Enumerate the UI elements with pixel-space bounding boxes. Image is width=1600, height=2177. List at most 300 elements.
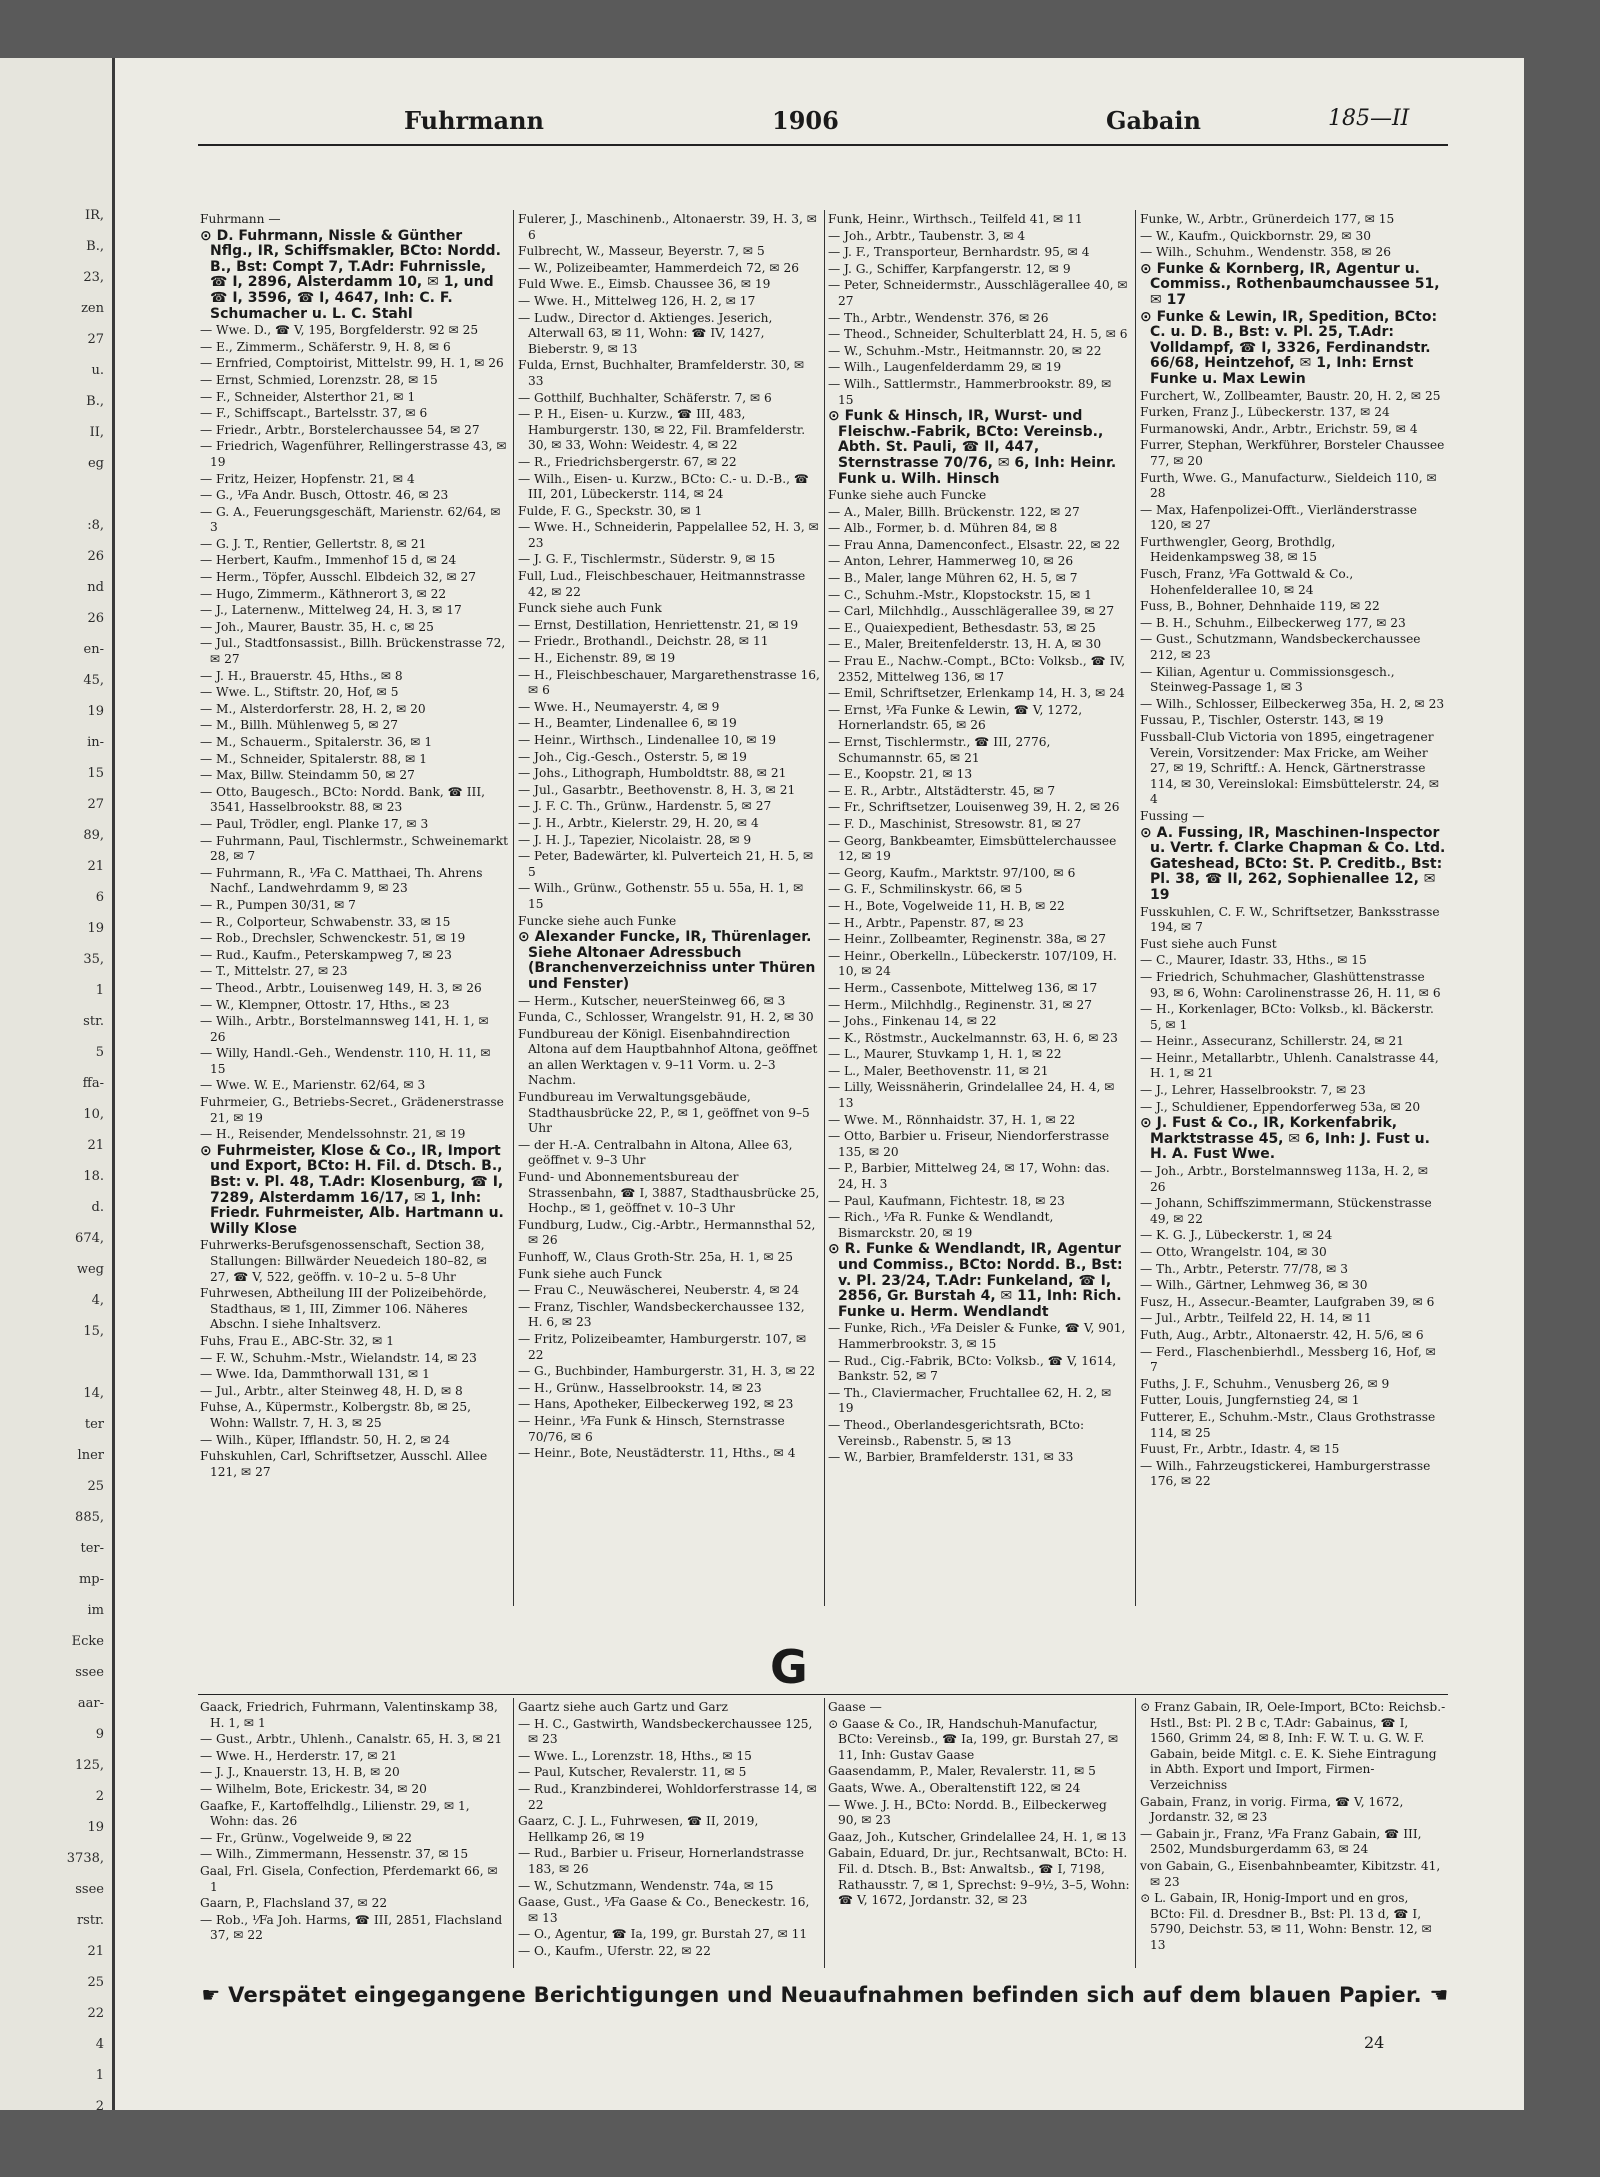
directory-entry: Gaal, Frl. Gisela, Confection, Pferdemarkt 66, ✉ 1 — [200, 1863, 498, 1894]
directory-entry: — Rud., Kaufm., Peterskampweg 7, ✉ 23 — [200, 947, 452, 962]
directory-entry: — Kilian, Agentur u. Commissionsgesch., Steinweg-Passage 1, ✉ 3 — [1140, 664, 1395, 695]
directory-entry: — Wwe. D., ☎ V, 195, Borgfelderstr. 92 ✉ 25 — [200, 323, 479, 338]
neighbour-page-fragment: 89, — [83, 828, 104, 843]
directory-entry: ⊙ Alexander Funcke, IR, Thürenlager. Siehe Altonaer Adressbuch (Branchenverzeichniss unter Thüren und Fenster) — [518, 929, 816, 992]
directory-entry: — W., Klempner, Ottostr. 17, Hths., ✉ 23 — [200, 997, 450, 1012]
directory-entry: — Alb., Former, b. d. Mühren 84, ✉ 8 — [828, 521, 1058, 536]
directory-entry: Funk siehe auch Funck — [518, 1266, 662, 1281]
directory-entry: — L., Maler, Beethovenstr. 11, ✉ 21 — [828, 1063, 1049, 1078]
directory-entry: — Heinr., Metallarbtr., Uhlenh. Canalstrasse 44, H. 1, ✉ 21 — [1140, 1050, 1439, 1081]
directory-entry: — J., Schuldiener, Eppendorferweg 53a, ✉ 20 — [1140, 1099, 1421, 1114]
directory-entry: ⊙ Funke & Lewin, IR, Spedition, BCto: C. u. D. B., Bst: v. Pl. 25, T.Adr: Volldampf, ☎ I, 3326, Ferdinandstr. 66/68, Heintzehof, ✉ 1, Inh: Ernst Funke u. Max Lewin — [1140, 308, 1438, 387]
neighbour-page-fragment: zen — [81, 301, 104, 316]
neighbour-page-fragment: u. — [91, 363, 104, 378]
column-divider — [824, 210, 825, 1606]
directory-entry: — Wilh., Küper, Ifflandstr. 50, H. 2, ✉ 24 — [200, 1432, 450, 1447]
neighbour-page-fragment: 1 — [95, 983, 104, 998]
neighbour-page-fragment: 885, — [75, 1510, 104, 1525]
directory-entry: — H., Korkenlager, BCto: Volksb., kl. Bäckerstr. 5, ✉ 1 — [1140, 1002, 1434, 1032]
neighbour-page-fragment: 4 — [95, 2037, 104, 2052]
directory-entry: Fulerer, J., Maschinenb., Altonaerstr. 39, H. 3, ✉ 6 — [518, 212, 817, 242]
neighbour-page-fragment: 19 — [87, 704, 104, 719]
directory-entry: — F. D., Maschinist, Stresowstr. 81, ✉ 27 — [828, 816, 1082, 831]
directory-entry: Fussball-Club Victoria von 1895, eingetragener Verein, Vorsitzender: Max Fricke, am Weiher 27, ✉ 19, Schriftf.: A. Henck, Gärtnerstrasse 114, ✉ 30, Vereinslokal: Eimsbüttelerstr. 24, ✉ 4 — [1140, 730, 1440, 807]
directory-entry: — Peter, Schneidermstr., Ausschlägerallee 40, ✉ 27 — [828, 278, 1128, 308]
neighbour-page-fragment: :8, — [87, 518, 104, 533]
directory-entry: — J. H. J., Tapezier, Nicolaistr. 28, ✉ 9 — [518, 832, 752, 847]
directory-entry: Fuhrmeier, G., Betriebs-Secret., Grädenerstrasse 21, ✉ 19 — [200, 1095, 504, 1125]
directory-entry: Fuhrmann — — [200, 212, 281, 226]
directory-entry: — M., Billh. Mühlenweg 5, ✉ 27 — [200, 718, 398, 733]
directory-entry: — F., Schiffscapt., Bartelsstr. 37, ✉ 6 — [200, 406, 428, 421]
neighbour-page-fragment: Ecke — [71, 1634, 104, 1649]
neighbour-page-fragment: 2 — [95, 1789, 104, 1804]
directory-entry: — K. G. J., Lübeckerstr. 1, ✉ 24 — [1140, 1228, 1333, 1243]
directory-entry: — E., Quaiexpedient, Bethesdastr. 53, ✉ 25 — [828, 620, 1096, 635]
neighbour-page-fragment: ter- — [80, 1541, 104, 1556]
neighbour-page-fragment: weg — [76, 1262, 104, 1277]
directory-entry: — Wwe. H., Neumayerstr. 4, ✉ 9 — [518, 699, 720, 714]
neighbour-page-fragment: 1 — [95, 2068, 104, 2083]
directory-entry: Funk, Heinr., Wirthsch., Teilfeld 41, ✉ 11 — [828, 212, 1083, 226]
directory-entry: — Joh., Maurer, Baustr. 35, H. c, ✉ 25 — [200, 619, 434, 634]
neighbour-page-fragment: 5 — [95, 1045, 104, 1060]
neighbour-page-fragment: nd — [87, 580, 104, 595]
directory-entry: — E. R., Arbtr., Altstädterstr. 45, ✉ 7 — [828, 783, 1056, 798]
neighbour-page-fragment: 9 — [95, 1727, 104, 1742]
neighbour-page-fragment: IR, — [84, 208, 104, 223]
directory-entry: — R., Pumpen 30/31, ✉ 7 — [200, 897, 356, 912]
directory-entry: — G. A., Feuerungsgeschäft, Marienstr. 62/64, ✉ 3 — [200, 504, 501, 535]
neighbour-page-fragment: 3738, — [66, 1851, 104, 1866]
directory-entry: ⊙ D. Fuhrmann, Nissle & Günther Nflg., IR, Schiffsmakler, BCto: Nordd. B., Bst: Compt 7, T.Adr: Fuhrnissle, ☎ I, 2896, Alsterdamm 10, ✉ 1, und ☎ I, 3596, ☎ I, 4647, Inh: C. F. Schumacher u. L. C. Stahl — [200, 227, 501, 322]
neighbour-page-fragment: 25 — [87, 1479, 104, 1494]
directory-entry: — Rich., ⅟Fa R. Funke & Wendlandt, Bismarckstr. 20, ✉ 19 — [828, 1210, 1054, 1240]
neighbour-page-fragment: 125, — [75, 1758, 104, 1773]
directory-entry: — Fritz, Heizer, Hopfenstr. 21, ✉ 4 — [200, 471, 415, 486]
directory-entry: — Herm., Kutscher, neuerSteinweg 66, ✉ 3 — [518, 993, 786, 1008]
directory-entry: — Wilh., Fahrzeugstickerei, Hamburgerstrasse 176, ✉ 22 — [1140, 1458, 1431, 1489]
directory-entry: — Wilh., Zimmermann, Hessenstr. 37, ✉ 15 — [200, 1847, 469, 1862]
directory-entry: — Johann, Schiffszimmermann, Stückenstrasse 49, ✉ 22 — [1140, 1196, 1432, 1226]
directory-entry: — W., Barbier, Bramfelderstr. 131, ✉ 33 — [828, 1450, 1074, 1465]
directory-entry: — Fritz, Polizeibeamter, Hamburgerstr. 107, ✉ 22 — [518, 1331, 807, 1362]
directory-entry: — Carl, Milchhdlg., Ausschlägerallee 39, ✉ 27 — [828, 604, 1115, 619]
footer-notice: ☛ Verspätet eingegangene Berichtigungen und Neuaufnahmen befinden sich auf dem blauen Papier. ☚ — [201, 1983, 1449, 2007]
directory-entry: — Rud., Cig.-Fabrik, BCto: Volksb., ☎ V, 1614, Bankstr. 52, ✉ 7 — [828, 1353, 1117, 1384]
directory-entry: — Funke, Rich., ⅟Fa Deisler & Funke, ☎ V, 901, Hammerbrookstr. 3, ✉ 15 — [828, 1321, 1126, 1351]
directory-entry: — Rud., Barbier u. Friseur, Hornerlandstrasse 183, ✉ 26 — [518, 1846, 804, 1876]
directory-entry: Fusch, Franz, ⅟Fa Gottwald & Co., Hohenfelderallee 10, ✉ 24 — [1140, 567, 1354, 597]
directory-entry: Fuhrwerks-Berufsgenossenschaft, Section 38, Stallungen: Billwärder Neuedeich 180–82, ✉ 27, ☎ V, 522, geöffn. v. 10–2 u. 5–8 Uhr — [200, 1238, 487, 1284]
directory-entry: Funke, W., Arbtr., Grünerdeich 177, ✉ 15 — [1140, 212, 1395, 226]
directory-entry: — Herm., Cassenbote, Mittelweg 136, ✉ 17 — [828, 980, 1098, 995]
directory-entry: — Friedr., Brothandl., Deichstr. 28, ✉ 11 — [518, 634, 769, 649]
directory-entry: — O., Kaufm., Uferstr. 22, ✉ 22 — [518, 1943, 711, 1958]
directory-entry: — L., Maurer, Stuvkamp 1, H. 1, ✉ 22 — [828, 1047, 1062, 1062]
directory-entry: — H., Grünw., Hasselbrookstr. 14, ✉ 23 — [518, 1380, 762, 1395]
directory-entry: — Wilh., Schuhm., Wendenstr. 358, ✉ 26 — [1140, 245, 1391, 260]
g-column-3 — [828, 1700, 1130, 1910]
directory-entry: Fundburg, Ludw., Cig.-Arbtr., Hermannsthal 52, ✉ 26 — [518, 1217, 816, 1248]
directory-entry: ⊙ Gaase & Co., IR, Handschuh-Manufactur, BCto: Vereinsb., ☎ Ia, 199, gr. Burstah 27, ✉ 11, Inh: Gustav Gaase — [828, 1716, 1119, 1762]
directory-entry: Furrer, Stephan, Werkführer, Borsteler Chaussee 77, ✉ 20 — [1140, 438, 1445, 468]
directory-entry: — Paul, Trödler, engl. Planke 17, ✉ 3 — [200, 816, 429, 831]
directory-entry: — Th., Arbtr., Wendenstr. 376, ✉ 26 — [828, 310, 1049, 325]
column-3 — [828, 212, 1130, 1467]
directory-entry: — H., Bote, Vogelweide 11, H. B, ✉ 22 — [828, 898, 1065, 913]
neighbour-page-fragment: ffa- — [82, 1076, 104, 1091]
directory-entry: Gabain, Eduard, Dr. jur., Rechtsanwalt, BCto: H. Fil. d. Dtsch. B., Bst: Anwaltsb., ☎ I, 7198, Rathausstr. 7, ✉ 1, Sprechst: 9–9½, 3–5, Wohn: ☎ V, 1672, Jordanstr. 32, ✉ 23 — [828, 1846, 1130, 1908]
directory-entry: — P. H., Eisen- u. Kurzw., ☎ III, 483, Hamburgerstr. 130, ✉ 22, Fil. Bramfelderstr. 30, ✉ 33, Wohn: Weidestr. 4, ✉ 22 — [518, 407, 806, 453]
directory-entry: — Max, Billw. Steindamm 50, ✉ 27 — [200, 768, 415, 783]
directory-entry: — Johs., Lithograph, Humboldtstr. 88, ✉ 21 — [518, 766, 787, 781]
directory-entry: — Theod., Arbtr., Louisenweg 149, H. 3, ✉ 26 — [200, 980, 482, 995]
directory-entry: — W., Schuhm.-Mstr., Heitmannstr. 20, ✉ 22 — [828, 343, 1102, 358]
neighbour-page-fragment: rstr. — [76, 1913, 104, 1928]
directory-entry: — F. W., Schuhm.-Mstr., Wielandstr. 14, ✉ 23 — [200, 1350, 477, 1365]
header-year: 1906 — [772, 106, 839, 135]
directory-entry: — Hugo, Zimmerm., Käthnerort 3, ✉ 22 — [200, 586, 447, 601]
directory-entry: — O., Agentur, ☎ Ia, 199, gr. Burstah 27, ✉ 11 — [518, 1927, 808, 1942]
directory-entry: — E., Maler, Breitenfelderstr. 13, H. A, ✉ 30 — [828, 637, 1102, 652]
directory-entry: Fulde, F. G., Speckstr. 30, ✉ 1 — [518, 503, 703, 518]
directory-entry: — J., Laternenw., Mittelweg 24, H. 3, ✉ 17 — [200, 603, 462, 618]
directory-entry: von Gabain, G., Eisenbahnbeamter, Kibitzstr. 41, ✉ 23 — [1140, 1858, 1441, 1889]
directory-entry: Fust siehe auch Funst — [1140, 936, 1277, 951]
directory-entry: Fuust, Fr., Arbtr., Idastr. 4, ✉ 15 — [1140, 1442, 1340, 1457]
neighbour-page-fragment: 6 — [95, 890, 104, 905]
directory-entry: — Gust., Arbtr., Uhlenh., Canalstr. 65, H. 3, ✉ 21 — [200, 1732, 503, 1747]
directory-entry: — B. H., Schuhm., Eilbeckerweg 177, ✉ 23 — [1140, 615, 1406, 630]
directory-entry: — A., Maler, Billh. Brückenstr. 122, ✉ 27 — [828, 504, 1080, 519]
directory-entry: — J., Lehrer, Hasselbrookstr. 7, ✉ 23 — [1140, 1083, 1366, 1098]
directory-entry: — Wilh., Arbtr., Borstelmannsweg 141, H. 1, ✉ 26 — [200, 1014, 489, 1044]
neighbour-page-fragment: 10, — [83, 1107, 104, 1122]
directory-entry: — M., Alsterdorferstr. 28, H. 2, ✉ 20 — [200, 701, 426, 716]
neighbour-page-fragment: ter — [84, 1417, 104, 1432]
directory-entry: — Th., Claviermacher, Fruchtallee 62, H. 2, ✉ 19 — [828, 1385, 1112, 1416]
directory-entry: ⊙ L. Gabain, IR, Honig-Import und en gros, BCto: Fil. d. Dresdner B., Bst: Pl. 13 d, ☎ I, 5790, Deichstr. 53, ✉ 11, Wohn: Benstr. 12, ✉ 13 — [1140, 1891, 1432, 1952]
directory-entry: — Paul, Kaufmann, Fichtestr. 18, ✉ 23 — [828, 1193, 1065, 1208]
neighbour-page-fragment: in- — [87, 735, 104, 750]
directory-entry: — Wwe. L., Lorenzstr. 18, Hths., ✉ 15 — [518, 1748, 752, 1763]
directory-entry: Futh, Aug., Arbtr., Altonaerstr. 42, H. 5/6, ✉ 6 — [1140, 1327, 1424, 1342]
directory-entry: Gaartz siehe auch Gartz und Garz — [518, 1700, 728, 1714]
directory-entry: — Otto, Baugesch., BCto: Nordd. Bank, ☎ III, 3541, Hasselbrookstr. 88, ✉ 23 — [200, 784, 486, 815]
directory-entry: — W., Schutzmann, Wendenstr. 74a, ✉ 15 — [518, 1878, 774, 1893]
directory-entry: — Jul., Stadtfonsassist., Billh. Brückenstrasse 72, ✉ 27 — [200, 636, 506, 667]
directory-entry: — G., Buchbinder, Hamburgerstr. 31, H. 3, ✉ 22 — [518, 1364, 816, 1379]
directory-entry: Fussau, P., Tischler, Osterstr. 143, ✉ 19 — [1140, 713, 1384, 728]
directory-entry: — Wilh., Gärtner, Lehmweg 36, ✉ 30 — [1140, 1278, 1368, 1293]
directory-entry: — Heinr., ⅟Fa Funk & Hinsch, Sternstrasse 70/76, ✉ 6 — [518, 1413, 785, 1444]
g-column-2 — [518, 1700, 820, 1961]
directory-entry: — J. G. F., Tischlermstr., Süderstr. 9, ✉ 15 — [518, 552, 776, 567]
neighbour-page-fragment: 21 — [87, 859, 104, 874]
directory-entry: — Paul, Kutscher, Revalerstr. 11, ✉ 5 — [518, 1765, 747, 1780]
directory-entry: — M., Schneider, Spitalerstr. 88, ✉ 1 — [200, 751, 428, 766]
directory-entry: — der H.-A. Centralbahn in Altona, Allee 63, geöffnet v. 9–3 Uhr — [518, 1137, 793, 1168]
directory-entry: Furmanowski, Andr., Arbtr., Erichstr. 59, ✉ 4 — [1140, 421, 1418, 436]
directory-entry: — Emil, Schriftsetzer, Erlenkamp 14, H. 3, ✉ 24 — [828, 686, 1125, 701]
directory-entry: — W., Kaufm., Quickbornstr. 29, ✉ 30 — [1140, 228, 1371, 243]
directory-entry: Gaasendamm, P., Maler, Revalerstr. 11, ✉ 5 — [828, 1764, 1096, 1779]
directory-entry: Futterer, E., Schuhm.-Mstr., Claus Grothstrasse 114, ✉ 25 — [1140, 1409, 1436, 1440]
neighbour-page-fragment: 4, — [91, 1293, 104, 1308]
directory-entry: — J. F., Transporteur, Bernhardstr. 95, ✉ 4 — [828, 245, 1090, 260]
directory-entry: Fussing — — [1140, 808, 1205, 823]
neighbour-page-fragment: B., — [86, 239, 104, 254]
directory-entry: — J. F. C. Th., Grünw., Hardenstr. 5, ✉ 27 — [518, 799, 772, 814]
directory-entry: Fusskuhlen, C. F. W., Schriftsetzer, Banksstrasse 194, ✉ 7 — [1140, 904, 1440, 935]
directory-entry: — W., Polizeibeamter, Hammerdeich 72, ✉ 26 — [518, 260, 799, 275]
directory-entry: — Heinr., Oberkelln., Lübeckerstr. 107/109, H. 10, ✉ 24 — [828, 948, 1117, 979]
directory-entry: — Herbert, Kaufm., Immenhof 15 d, ✉ 24 — [200, 553, 457, 568]
neighbour-page-fragment: str. — [83, 1014, 104, 1029]
page-number: 24 — [1364, 2033, 1385, 2052]
directory-entry: — Heinr., Zollbeamter, Reginenstr. 38a, ✉ 27 — [828, 932, 1107, 947]
directory-entry: — E., Zimmerm., Schäferstr. 9, H. 8, ✉ 6 — [200, 339, 451, 354]
neighbour-page-fragment: 15, — [83, 1324, 104, 1339]
directory-entry: — Ernfried, Comptoirist, Mittelstr. 99, H. 1, ✉ 26 — [200, 356, 504, 371]
directory-entry: Gaase, Gust., ⅟Fa Gaase & Co., Beneckestr. 16, ✉ 13 — [518, 1895, 810, 1925]
directory-entry: — F., Schneider, Alsterthor 21, ✉ 1 — [200, 389, 416, 404]
directory-entry: Funhoff, W., Claus Groth-Str. 25a, H. 1, ✉ 25 — [518, 1250, 794, 1264]
header-left-keyword: Fuhrmann — [404, 106, 545, 135]
directory-entry: — Frau E., Nachw.-Compt., BCto: Volksb., ☎ IV, 2352, Mittelweg 136, ✉ 17 — [828, 654, 1126, 684]
directory-entry: — R., Friedrichsbergerstr. 67, ✉ 22 — [518, 454, 737, 469]
directory-entry: — Ludw., Director d. Aktienges. Jeserich, Alterwall 63, ✉ 11, Wohn: ☎ IV, 1427, Bieberstr. 9, ✉ 13 — [518, 310, 773, 356]
directory-entry: ⊙ R. Funke & Wendlandt, IR, Agentur und Commiss., BCto: Nordd. B., Bst: v. Pl. 23/24, T.Adr: Funkeland, ☎ I, 2856, Gr. Burstah 4, ✉ 11, Inh: Rich. Funke u. Herm. Wendlandt — [828, 1241, 1123, 1320]
directory-entry: — Wwe. H., Mittelweg 126, H. 2, ✉ 17 — [518, 293, 756, 308]
neighbour-page-fragment: 27 — [87, 332, 104, 347]
directory-entry: — Wwe. W. E., Marienstr. 62/64, ✉ 3 — [200, 1078, 426, 1093]
directory-entry: — Herm., Milchhdlg., Reginenstr. 31, ✉ 27 — [828, 997, 1093, 1012]
neighbour-page-fragment: 22 — [87, 2006, 104, 2021]
neighbour-page-fragment: ssee — [75, 1882, 104, 1897]
directory-entry: — Willy, Handl.-Geh., Wendenstr. 110, H. 11, ✉ 15 — [200, 1046, 491, 1076]
column-divider — [513, 210, 514, 1606]
neighbour-page-fragment: ssee — [75, 1665, 104, 1680]
neighbour-page-fragment: 35, — [83, 952, 104, 967]
directory-entry: — Otto, Barbier u. Friseur, Niendorferstrasse 135, ✉ 20 — [828, 1129, 1110, 1159]
directory-entry: Gaarn, P., Flachsland 37, ✉ 22 — [200, 1896, 388, 1911]
directory-entry: — Th., Arbtr., Peterstr. 77/78, ✉ 3 — [1140, 1261, 1348, 1276]
directory-entry: Gaack, Friedrich, Fuhrmann, Valentinskamp 38, H. 1, ✉ 1 — [200, 1700, 498, 1730]
directory-entry: — Hans, Apotheker, Eilbeckerweg 192, ✉ 23 — [518, 1397, 794, 1412]
directory-entry: — Wilh., Laugenfelderdamm 29, ✉ 19 — [828, 360, 1062, 375]
directory-entry: — Ferd., Flaschenbierhdl., Messberg 16, Hof, ✉ 7 — [1140, 1344, 1436, 1375]
directory-entry: — Rob., ⅟Fa Joh. Harms, ☎ III, 2851, Flachsland 37, ✉ 22 — [200, 1912, 503, 1943]
directory-entry: — Johs., Finkenau 14, ✉ 22 — [828, 1014, 997, 1029]
column-divider — [513, 1698, 514, 1968]
directory-entry: — Wwe. Ida, Dammthorwall 131, ✉ 1 — [200, 1367, 430, 1382]
neighbour-page-fragment: 45, — [83, 673, 104, 688]
section-letter-G: G — [770, 1640, 808, 1694]
directory-entry: Gaats, Wwe. A., Oberaltenstift 122, ✉ 24 — [828, 1780, 1081, 1795]
directory-entry: — Fr., Schriftsetzer, Louisenweg 39, H. 2, ✉ 26 — [828, 800, 1120, 815]
neighbour-page-fragment: en- — [83, 642, 104, 657]
directory-entry: — Georg, Kaufm., Marktstr. 97/100, ✉ 6 — [828, 865, 1076, 880]
directory-entry: — Gotthilf, Buchhalter, Schäferstr. 7, ✉ 6 — [518, 390, 772, 405]
directory-entry: — Fuhrmann, R., ⅟Fa C. Matthaei, Th. Ahrens Nachf., Landwehrdamm 9, ✉ 23 — [200, 865, 483, 896]
directory-entry: Fuhskuhlen, Carl, Schriftsetzer, Ausschl. Allee 121, ✉ 27 — [200, 1449, 488, 1479]
directory-entry: Gaaz, Joh., Kutscher, Grindelallee 24, H. 1, ✉ 13 — [828, 1829, 1127, 1844]
directory-entry: Furchert, W., Zollbeamter, Baustr. 20, H. 2, ✉ 25 — [1140, 388, 1441, 403]
directory-entry: — Wilh., Eisen- u. Kurzw., BCto: C.- u. D.-B., ☎ III, 201, Lübeckerstr. 114, ✉ 24 — [518, 471, 810, 502]
directory-entry: Fuhse, A., Küpermstr., Kolbergstr. 8b, ✉ 25, Wohn: Wallstr. 7, H. 3, ✉ 25 — [200, 1400, 471, 1430]
directory-entry: — Joh., Arbtr., Taubenstr. 3, ✉ 4 — [828, 228, 1026, 243]
neighbour-page-fragment: 21 — [87, 1138, 104, 1153]
directory-entry: — Gabain jr., Franz, ⅟Fa Franz Gabain, ☎ III, 2502, Mundsburgerdamm 63, ✉ 24 — [1140, 1826, 1422, 1857]
directory-entry: — Wilh., Sattlermstr., Hammerbrookstr. 89, ✉ 15 — [828, 376, 1112, 407]
directory-entry: — J. H., Arbtr., Kielerstr. 29, H. 20, ✉ 4 — [518, 815, 759, 830]
directory-entry: — Ernst, Tischlermstr., ☎ III, 2776, Schumannstr. 65, ✉ 21 — [828, 735, 1051, 765]
directory-entry: — Frau C., Neuwäscherei, Neuberstr. 4, ✉ 24 — [518, 1283, 800, 1298]
directory-entry: — G. F., Schmilinskystr. 66, ✉ 5 — [828, 882, 1023, 897]
directory-entry: — Theod., Schneider, Schulterblatt 24, H. 5, ✉ 6 — [828, 327, 1128, 342]
directory-entry: — J. H., Brauerstr. 45, Hths., ✉ 8 — [200, 668, 403, 683]
directory-entry: — Rud., Kranzbinderei, Wohldorferstrasse 14, ✉ 22 — [518, 1781, 817, 1812]
directory-entry: Funck siehe auch Funk — [518, 601, 662, 616]
neighbour-page-fragment: aar- — [77, 1696, 104, 1711]
directory-entry: Funda, C., Schlosser, Wrangelstr. 91, H. 2, ✉ 30 — [518, 1010, 814, 1025]
directory-entry: — Heinr., Bote, Neustädterstr. 11, Hths., ✉ 4 — [518, 1446, 796, 1461]
directory-entry: — Lilly, Weissnäherin, Grindelallee 24, H. 4, ✉ 13 — [828, 1080, 1115, 1111]
g-column-4 — [1140, 1700, 1446, 1955]
directory-entry: ⊙ Funke & Kornberg, IR, Agentur u. Commiss., Rothenbaumchaussee 51, ✉ 17 — [1140, 260, 1440, 308]
directory-entry: Fuhs, Frau E., ABC-Str. 32, ✉ 1 — [200, 1333, 394, 1348]
column-2 — [518, 212, 820, 1463]
directory-entry: — M., Schauerm., Spitalerstr. 36, ✉ 1 — [200, 735, 433, 749]
directory-entry: Gabain, Franz, in vorig. Firma, ☎ V, 1672, Jordanstr. 32, ✉ 23 — [1140, 1794, 1404, 1825]
directory-entry: ⊙ Fuhrmeister, Klose & Co., IR, Import und Export, BCto: H. Fil. d. Dtsch. B., Bst: v. Pl. 48, T.Adr: Klosenburg, ☎ I, 7289, Alsterdamm 16/17, ✉ 1, Inh: Friedr. Fuhrmeister, Alb. Hartmann u. Willy Klose — [200, 1142, 504, 1237]
directory-entry: — B., Maler, lange Mühren 62, H. 5, ✉ 7 — [828, 571, 1078, 586]
neighbour-page-fragment: mp- — [78, 1572, 104, 1587]
neighbour-page-fragment: 27 — [87, 797, 104, 812]
directory-entry: — J. J., Knauerstr. 13, H. B, ✉ 20 — [200, 1765, 400, 1780]
directory-entry: — Wilh., Schlosser, Eilbeckerweg 35a, H. 2, ✉ 23 — [1140, 696, 1445, 711]
directory-entry: — Jul., Arbtr., Teilfeld 22, H. 14, ✉ 11 — [1140, 1311, 1372, 1326]
directory-entry: ⊙ Franz Gabain, IR, Oele-Import, BCto: Reichsb.-Hstl., Bst: Pl. 2 B c, T.Adr: Gabainus, ☎ I, 1560, Grimm 24, ✉ 8, Inh: F. W. T. u. G. W. F. Gabain, beide Mitgl. c. E. K. Siehe Eintragung in Abth. Export und Import, Firmen-Verzeichniss — [1140, 1700, 1446, 1792]
directory-entry: — H., Arbtr., Papenstr. 87, ✉ 23 — [828, 915, 1024, 930]
directory-entry: — Heinr., Assecuranz, Schillerstr. 24, ✉ 21 — [1140, 1034, 1405, 1049]
directory-entry: — H., Fleischbeschauer, Margarethenstrasse 16, ✉ 6 — [518, 667, 820, 698]
directory-entry: — Rob., Drechsler, Schwenckestr. 51, ✉ 19 — [200, 931, 466, 946]
directory-entry: — Fuhrmann, Paul, Tischlermstr., Schweinemarkt 28, ✉ 7 — [200, 833, 508, 864]
directory-entry: — Herm., Töpfer, Ausschl. Elbdeich 32, ✉ 27 — [200, 570, 477, 585]
directory-entry: Full, Lud., Fleischbeschauer, Heitmannstrasse 42, ✉ 22 — [518, 569, 806, 599]
directory-entry: — Georg, Bankbeamter, Eimsbüttelerchaussee 12, ✉ 19 — [828, 833, 1117, 864]
directory-entry: — R., Colporteur, Schwabenstr. 33, ✉ 15 — [200, 914, 451, 929]
directory-entry: Fulda, Ernst, Buchhalter, Bramfelderstr. 30, ✉ 33 — [518, 358, 805, 388]
directory-entry: Gaase — — [828, 1700, 882, 1714]
directory-entry: — Jul., Arbtr., alter Steinweg 48, H. D, ✉ 8 — [200, 1383, 463, 1398]
directory-entry: — Wilh., Grünw., Gothenstr. 55 u. 55a, H. 1, ✉ 15 — [518, 881, 804, 911]
column-divider — [1135, 210, 1136, 1606]
section-rule — [198, 1694, 1448, 1695]
neighbour-page-fragment: 674, — [75, 1231, 104, 1246]
adjacent-page-strip — [0, 58, 112, 2110]
neighbour-page-fragment: 14, — [83, 1386, 104, 1401]
directory-entry: Fuths, J. F., Schuhm., Venusberg 26, ✉ 9 — [1140, 1376, 1390, 1391]
neighbour-page-fragment: d. — [91, 1200, 104, 1215]
directory-entry: — Franz, Tischler, Wandsbeckerchaussee 132, H. 6, ✉ 23 — [518, 1299, 805, 1330]
directory-entry: Fundbureau der Königl. Eisenbahndirection Altona auf dem Hauptbahnhof Altona, geöffnet an allen Werktagen v. 9–11 Vorm. u. 2–3 Nachm. — [518, 1026, 818, 1088]
directory-entry: — Theod., Oberlandesgerichtsrath, BCto: Vereinsb., Rabenstr. 5, ✉ 13 — [828, 1417, 1085, 1448]
directory-entry: Fundbureau im Verwaltungsgebäude, Stadthausbrücke 22, P., ✉ 1, geöffnet von 9–5 Uhr — [518, 1090, 810, 1136]
directory-entry: — H., Reisender, Mendelssohnstr. 21, ✉ 19 — [200, 1127, 466, 1142]
neighbour-page-fragment: 23, — [83, 270, 104, 285]
directory-entry: — Wilhelm, Bote, Erickestr. 34, ✉ 20 — [200, 1781, 427, 1796]
directory-entry: — Wwe. L., Stiftstr. 20, Hof, ✉ 5 — [200, 685, 399, 700]
directory-entry: — H. C., Gastwirth, Wandsbeckerchaussee 125, ✉ 23 — [518, 1716, 813, 1747]
neighbour-page-fragment: 19 — [87, 1820, 104, 1835]
neighbour-page-fragment: II, — [89, 425, 104, 440]
neighbour-page-fragment: eg — [87, 456, 104, 471]
directory-entry: Funke siehe auch Funcke — [828, 488, 987, 503]
neighbour-page-fragment: im — [87, 1603, 104, 1618]
directory-entry: Furken, Franz J., Lübeckerstr. 137, ✉ 24 — [1140, 405, 1390, 420]
directory-entry: — Ernst, ⅟Fa Funke & Lewin, ☎ V, 1272, Hornerlandstr. 65, ✉ 26 — [828, 702, 1083, 733]
directory-entry: — E., Koopstr. 21, ✉ 13 — [828, 767, 973, 782]
directory-entry: — Heinr., Wirthsch., Lindenallee 10, ✉ 19 — [518, 733, 777, 747]
directory-entry: — Anton, Lehrer, Hammerweg 10, ✉ 26 — [828, 554, 1074, 569]
directory-entry: — Frau Anna, Damenconfect., Elsastr. 22, ✉ 22 — [828, 537, 1121, 552]
directory-entry: ⊙ A. Fussing, IR, Maschinen-Inspector u. Vertr. f. Clarke Chapman & Co. Ltd. Gateshead, BCto: St. P. Creditb., Bst: Pl. 38, ☎ II, 262, Sophienallee 12, ✉ 19 — [1140, 824, 1446, 903]
directory-entry: Fuss, B., Bohner, Dehnhaide 119, ✉ 22 — [1140, 599, 1380, 614]
directory-entry: Fuhrwesen, Abtheilung III der Polizeibehörde, Stadthaus, ✉ 1, III, Zimmer 106. Näheres Abschn. I siehe Inhaltsverz. — [200, 1286, 487, 1332]
directory-entry: — H., Beamter, Lindenallee 6, ✉ 19 — [518, 716, 737, 731]
directory-entry: — Otto, Wrangelstr. 104, ✉ 30 — [1140, 1245, 1327, 1259]
directory-entry: Fund- und Abonnementsbureau der Strassenbahn, ☎ I, 3887, Stadthausbrücke 25, Hochp., ✉ 1, geöffnet v. 10–3 Uhr — [518, 1170, 820, 1216]
neighbour-page-fragment: 19 — [87, 921, 104, 936]
neighbour-page-fragment: 15 — [87, 766, 104, 781]
column-4 — [1140, 212, 1446, 1491]
directory-entry: Funcke siehe auch Funke — [518, 913, 677, 928]
neighbour-page-fragment: B., — [86, 394, 104, 409]
neighbour-page-fragment: 21 — [87, 1944, 104, 1959]
directory-entry: Furth, Wwe. G., Manufacturw., Sieldeich 110, ✉ 28 — [1140, 470, 1437, 501]
directory-entry: — Max, Hafenpolizei-Offt., Vierländerstrasse 120, ✉ 27 — [1140, 502, 1417, 533]
column-1 — [200, 212, 508, 1481]
directory-entry: — Peter, Badewärter, kl. Pulverteich 21, H. 5, ✉ 5 — [518, 849, 814, 879]
directory-entry: — Fr., Grünw., Vogelweide 9, ✉ 22 — [200, 1830, 412, 1845]
neighbour-page-fragment: 18. — [83, 1169, 104, 1184]
neighbour-page-fragment: 26 — [87, 611, 104, 626]
directory-entry: — K., Röstmstr., Auckelmannstr. 63, H. 6, ✉ 23 — [828, 1030, 1118, 1045]
column-divider — [1135, 1698, 1136, 1968]
directory-entry: Fulbrecht, W., Masseur, Beyerstr. 7, ✉ 5 — [518, 244, 765, 259]
g-column-1 — [200, 1700, 508, 1945]
directory-entry: Gaafke, F., Kartoffelhdlg., Lilienstr. 29, ✉ 1, Wohn: das. 26 — [200, 1798, 470, 1829]
directory-entry: Fusz, H., Assecur.-Beamter, Laufgraben 39, ✉ 6 — [1140, 1294, 1435, 1309]
directory-entry: — P., Barbier, Mittelweg 24, ✉ 17, Wohn: das. 24, H. 3 — [828, 1161, 1110, 1192]
neighbour-page-fragment: 25 — [87, 1975, 104, 1990]
directory-entry: — Friedrich, Schuhmacher, Glashüttenstrasse 93, ✉ 6, Wohn: Carolinenstrasse 26, H. 11, ✉ 6 — [1140, 969, 1441, 1000]
directory-entry: — H., Eichenstr. 89, ✉ 19 — [518, 651, 676, 666]
header-right-keyword: Gabain — [1106, 106, 1201, 135]
column-divider — [824, 1698, 825, 1968]
directory-entry: Gaarz, C. J. L., Fuhrwesen, ☎ II, 2019, Hellkamp 26, ✉ 19 — [518, 1814, 759, 1844]
directory-entry: — Ernst, Schmied, Lorenzstr. 28, ✉ 15 — [200, 372, 438, 387]
directory-entry: — Wwe. H., Herderstr. 17, ✉ 21 — [200, 1748, 397, 1763]
directory-entry: — Friedr., Arbtr., Borstelerchaussee 54, ✉ 27 — [200, 422, 480, 437]
directory-entry: — Wwe. M., Rönnhaidstr. 37, H. 1, ✉ 22 — [828, 1112, 1076, 1127]
directory-entry: — Gust., Schutzmann, Wandsbeckerchaussee 212, ✉ 23 — [1140, 632, 1421, 663]
neighbour-page-fragment: lner — [77, 1448, 104, 1463]
